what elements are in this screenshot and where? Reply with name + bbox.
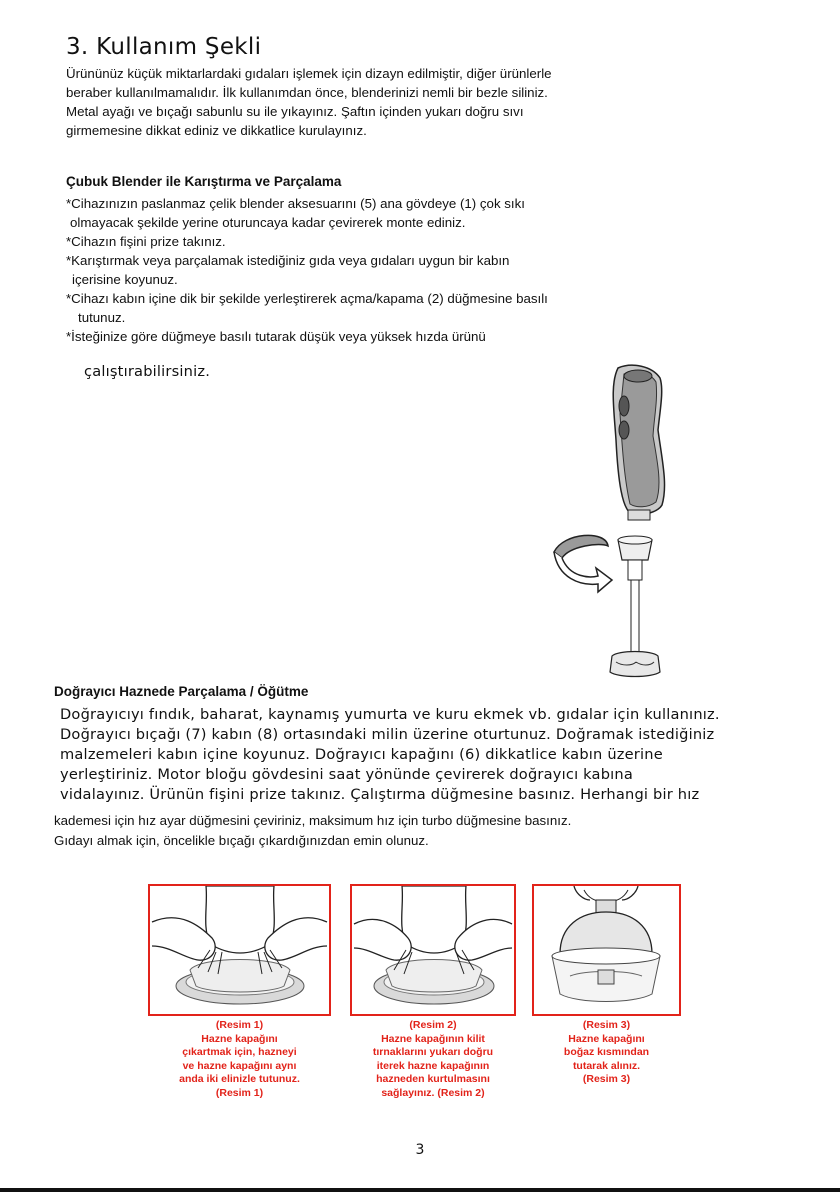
section2-heading: Doğrayıcı Haznede Parçalama / Öğütme bbox=[54, 684, 309, 699]
section2-line: malzemeleri kabın içine koyunuz. Doğrayıcı kapağını (6) dikkatlice kabın üzerine bbox=[60, 746, 663, 763]
figure-2-caption bbox=[350, 1019, 516, 1100]
caption-line: (Resim 1) bbox=[215, 1019, 264, 1031]
section1-line: *İsteğinize göre düğmeye basılı tutarak düşük veya yüksek hızda ürünü bbox=[66, 329, 486, 344]
section2-small bbox=[54, 811, 571, 851]
caption-line: tırnaklarını yukarı doğru bbox=[372, 1046, 494, 1058]
section1-heading: Çubuk Blender ile Karıştırma ve Parçalama bbox=[66, 174, 342, 189]
section2-line: vidalayınız. Ürünün fişini prize takınız. Çalıştırma düğmesine basınız. Herhangi bir hız bbox=[60, 786, 700, 803]
caption-line: hazneden kurtulmasını bbox=[376, 1073, 490, 1085]
section1-line: *Karıştırmak veya parçalamak istediğiniz gıda veya gıdaları uygun bir kabın bbox=[66, 253, 510, 268]
intro-line: Metal ayağı ve bıçağı sabunlu su ile yıkayınız. Şaftın içinden yukarı doğru sıvı bbox=[66, 104, 524, 119]
caption-line: Hazne kapağını bbox=[201, 1032, 278, 1045]
section1-line: *Cihazınızın paslanmaz çelik blender aksesuarını (5) ana gövdeye (1) çok sıkı bbox=[66, 196, 525, 211]
caption-line: (Resim 2) bbox=[409, 1019, 457, 1031]
section1-line: tutunuz. bbox=[78, 310, 126, 325]
page-number: 3 bbox=[415, 1142, 425, 1158]
section1-line: *Cihazın fişini prize takınız. bbox=[66, 234, 226, 249]
section2-line: yerleştiriniz. Motor bloğu gövdesini saat yönünde çevirerek doğrayıcı kabına bbox=[60, 766, 634, 783]
intro-paragraph bbox=[66, 64, 552, 140]
section1-body bbox=[66, 194, 548, 346]
figure-3 bbox=[532, 884, 681, 1016]
bottom-rule bbox=[0, 1188, 840, 1192]
hand-blender-illustration bbox=[540, 360, 685, 685]
section2-line: Gıdayı almak için, öncelikle bıçağı çıkardığınızdan emin olunuz. bbox=[54, 833, 429, 848]
intro-line: Ürününüz küçük miktarlardaki gıdaları işlemek için dizayn edilmiştir, diğer ürünlerle bbox=[66, 66, 552, 81]
figure-3-caption bbox=[532, 1019, 681, 1087]
caption-line: iterek hazne kapağının bbox=[376, 1059, 490, 1072]
page-title: 3. Kullanım Şekli bbox=[66, 34, 262, 60]
section1-line: içerisine koyunuz. bbox=[72, 272, 178, 287]
intro-line: girmemesine dikkat ediniz ve dikkatlice kurulayınız. bbox=[66, 123, 367, 138]
figure-1-illustration bbox=[150, 886, 329, 1014]
caption-line: (Resim 3) bbox=[582, 1073, 631, 1085]
caption-line: çıkartmak için, hazneyi bbox=[182, 1046, 297, 1058]
caption-line: anda iki elinizle tutunuz. bbox=[179, 1073, 300, 1085]
caption-line: (Resim 3) bbox=[582, 1019, 631, 1031]
section2-line: Doğrayıcıyı fındık, baharat, kaynamış yumurta ve kuru ekmek vb. gıdalar için kullanınız. bbox=[60, 706, 720, 723]
caption-line: sağlayınız. (Resim 2) bbox=[381, 1086, 485, 1099]
caption-line: Hazne kapağını bbox=[568, 1032, 645, 1045]
figure-2-illustration bbox=[352, 886, 514, 1014]
figure-1 bbox=[148, 884, 331, 1016]
section1-line: olmayacak şekilde yerine oturuncaya kadar çevirerek monte ediniz. bbox=[70, 215, 466, 230]
caption-line: (Resim 1) bbox=[215, 1086, 264, 1099]
section2-body bbox=[60, 705, 720, 805]
figure-2 bbox=[350, 884, 516, 1016]
section2-line: Doğrayıcı bıçağı (7) kabın (8) ortasındaki milin üzerine oturtunuz. Doğramak istediğiniz bbox=[60, 726, 715, 743]
caption-line: boğaz kısmından bbox=[563, 1046, 650, 1058]
section1-line: *Cihazı kabın içine dik bir şekilde yerleştirerek açma/kapama (2) düğmesine basılı bbox=[66, 291, 548, 306]
figure-1-caption bbox=[148, 1019, 331, 1100]
intro-line: beraber kullanılmamalıdır. İlk kullanımdan önce, blenderinizi nemli bir bezle siliniz. bbox=[66, 85, 548, 100]
figure-3-illustration bbox=[534, 886, 679, 1014]
section2-line: kademesi için hız ayar düğmesini çeviriniz, maksimum hız için turbo düğmesine basınız. bbox=[54, 813, 572, 828]
caption-line: Hazne kapağının kilit bbox=[381, 1032, 485, 1045]
caption-line: tutarak alınız. bbox=[572, 1059, 641, 1072]
section1-line: çalıştırabilirsiniz. bbox=[84, 363, 211, 380]
caption-line: ve hazne kapağını aynı bbox=[182, 1059, 297, 1072]
